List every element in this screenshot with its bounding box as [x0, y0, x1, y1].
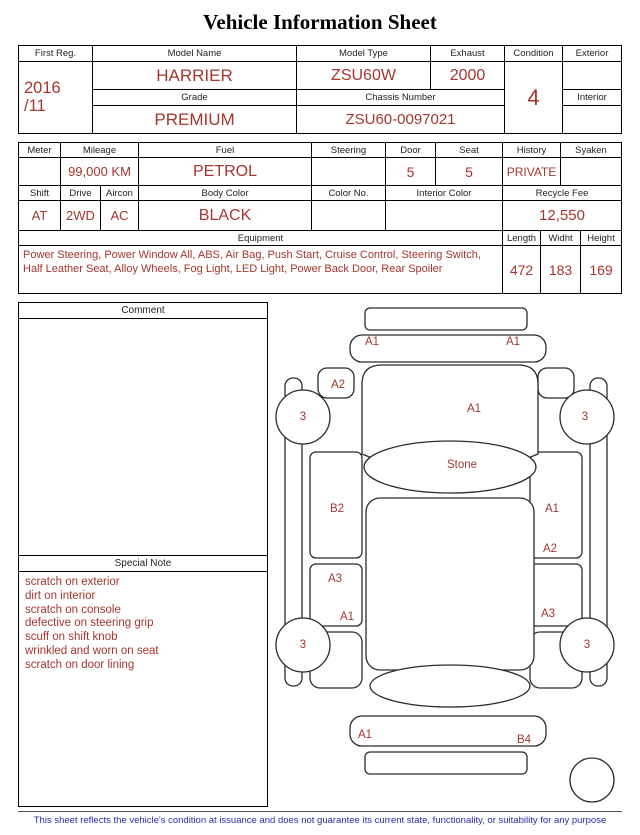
drive-label: Drive	[61, 186, 100, 200]
specs-table	[18, 142, 622, 294]
meter-label: Meter	[19, 143, 60, 157]
chassis-number-value: ZSU60-0097021	[297, 106, 504, 133]
diagram-annotation: B2	[329, 503, 345, 515]
aircon-value: AC	[101, 201, 138, 230]
syaken-label: Syaken	[561, 143, 621, 157]
exterior-value	[563, 62, 621, 89]
diagram-annotation: A1	[339, 611, 355, 623]
diagram-annotation: A1	[466, 403, 482, 415]
width-value: 183	[541, 246, 580, 293]
comment-body	[19, 319, 267, 555]
model-type-label: Model Type	[297, 46, 430, 61]
interior-color-label: Interior Color	[386, 186, 502, 200]
diagram-annotation: A1	[357, 729, 373, 741]
diagram-annotation: B4	[516, 734, 532, 746]
condition-label: Condition	[505, 46, 562, 61]
special-note-item: scratch on exterior	[25, 576, 120, 588]
height-label: Height	[581, 231, 621, 245]
registration-table	[18, 45, 622, 134]
special-note-header: Special Note	[19, 555, 267, 572]
diagram-annotation: 3	[299, 411, 307, 423]
special-note-list	[19, 572, 267, 806]
first-reg-label: First Reg.	[19, 46, 92, 61]
aircon-label: Aircon	[101, 186, 138, 200]
body-color-label: Body Color	[139, 186, 311, 200]
meter-value	[19, 158, 60, 185]
special-note-item: scratch on door lining	[25, 658, 135, 671]
diagram-annotation: 3	[583, 639, 591, 651]
equipment-value: Power Steering, Power Window All, ABS, Air Bag, Push Start, Cruise Control, Steering Switch, Half Leather Seat, Alloy Wheels, Fog Light, LED Light, Power Back Door, Rear Spoiler	[19, 246, 502, 293]
condition-value: 4	[505, 62, 562, 133]
grade-value: PREMIUM	[93, 106, 296, 133]
diagram-annotation: A1	[505, 336, 521, 348]
seat-label: Seat	[436, 143, 502, 157]
shift-value: AT	[19, 201, 60, 230]
history-label: History	[503, 143, 560, 157]
recycle-fee-label: Recycle Fee	[503, 186, 621, 200]
diagram-annotations	[270, 302, 622, 807]
fuel-label: Fuel	[139, 143, 311, 157]
drive-value: 2WD	[61, 201, 100, 230]
seat-value: 5	[436, 158, 502, 185]
damage-diagram	[270, 302, 622, 807]
special-note-item: defective on steering grip	[25, 617, 154, 630]
steering-value	[312, 158, 385, 185]
mileage-value: 99,000 KM	[61, 158, 138, 185]
diagram-annotation: A3	[327, 573, 343, 585]
special-note-item: scuff on shift knob	[25, 631, 118, 644]
main-body	[18, 302, 622, 807]
length-value: 472	[503, 246, 540, 293]
model-type-value: ZSU60W	[297, 62, 430, 89]
first-reg-month: /11	[24, 96, 46, 115]
color-no-value	[312, 201, 385, 230]
special-note-item: wrinkled and worn on seat	[25, 644, 159, 657]
grade-label: Grade	[93, 90, 296, 105]
syaken-value	[561, 158, 621, 185]
comment-header: Comment	[19, 303, 267, 319]
footer-disclaimer: This sheet reflects the vehicle's condition at issuance and does not guarantee its current state, functionality, or suitability for any purpose	[18, 811, 622, 826]
equipment-label: Equipment	[19, 231, 502, 245]
exterior-label: Exterior	[563, 46, 621, 61]
comment-panel	[18, 302, 268, 807]
first-reg-year: 2016	[24, 79, 61, 98]
color-no-label: Color No.	[312, 186, 385, 200]
diagram-annotation: A3	[540, 608, 556, 620]
special-note-item: dirt on interior	[25, 589, 96, 602]
door-label: Door	[386, 143, 435, 157]
shift-label: Shift	[19, 186, 60, 200]
interior-label: Interior	[563, 90, 621, 105]
exhaust-label: Exhaust	[431, 46, 504, 61]
model-name-value: HARRIER	[93, 62, 296, 89]
body-color-value: BLACK	[139, 201, 311, 230]
interior-value	[563, 106, 621, 133]
diagram-annotation: 3	[299, 639, 307, 651]
steering-label: Steering	[312, 143, 385, 157]
model-name-label: Model Name	[93, 46, 296, 61]
diagram-annotation: Stone	[446, 459, 478, 471]
diagram-annotation: A2	[330, 379, 346, 391]
recycle-fee-value: 12,550	[503, 201, 621, 230]
diagram-annotation: A1	[544, 503, 560, 515]
interior-color-value	[386, 201, 502, 230]
door-value: 5	[386, 158, 435, 185]
mileage-label: Mileage	[61, 143, 138, 157]
length-label: Length	[503, 231, 540, 245]
fuel-value: PETROL	[139, 158, 311, 185]
diagram-annotation: 3	[581, 411, 589, 423]
exhaust-value: 2000	[431, 62, 504, 89]
height-value: 169	[581, 246, 621, 293]
special-note-item: scratch on console	[25, 603, 121, 616]
page-title: Vehicle Information Sheet	[203, 10, 437, 34]
width-label: Widht	[541, 231, 580, 245]
history-value: PRIVATE	[503, 158, 560, 185]
first-reg-value	[19, 62, 92, 133]
chassis-number-label: Chassis Number	[297, 90, 504, 105]
diagram-annotation: A1	[364, 336, 380, 348]
diagram-annotation: A2	[542, 543, 558, 555]
